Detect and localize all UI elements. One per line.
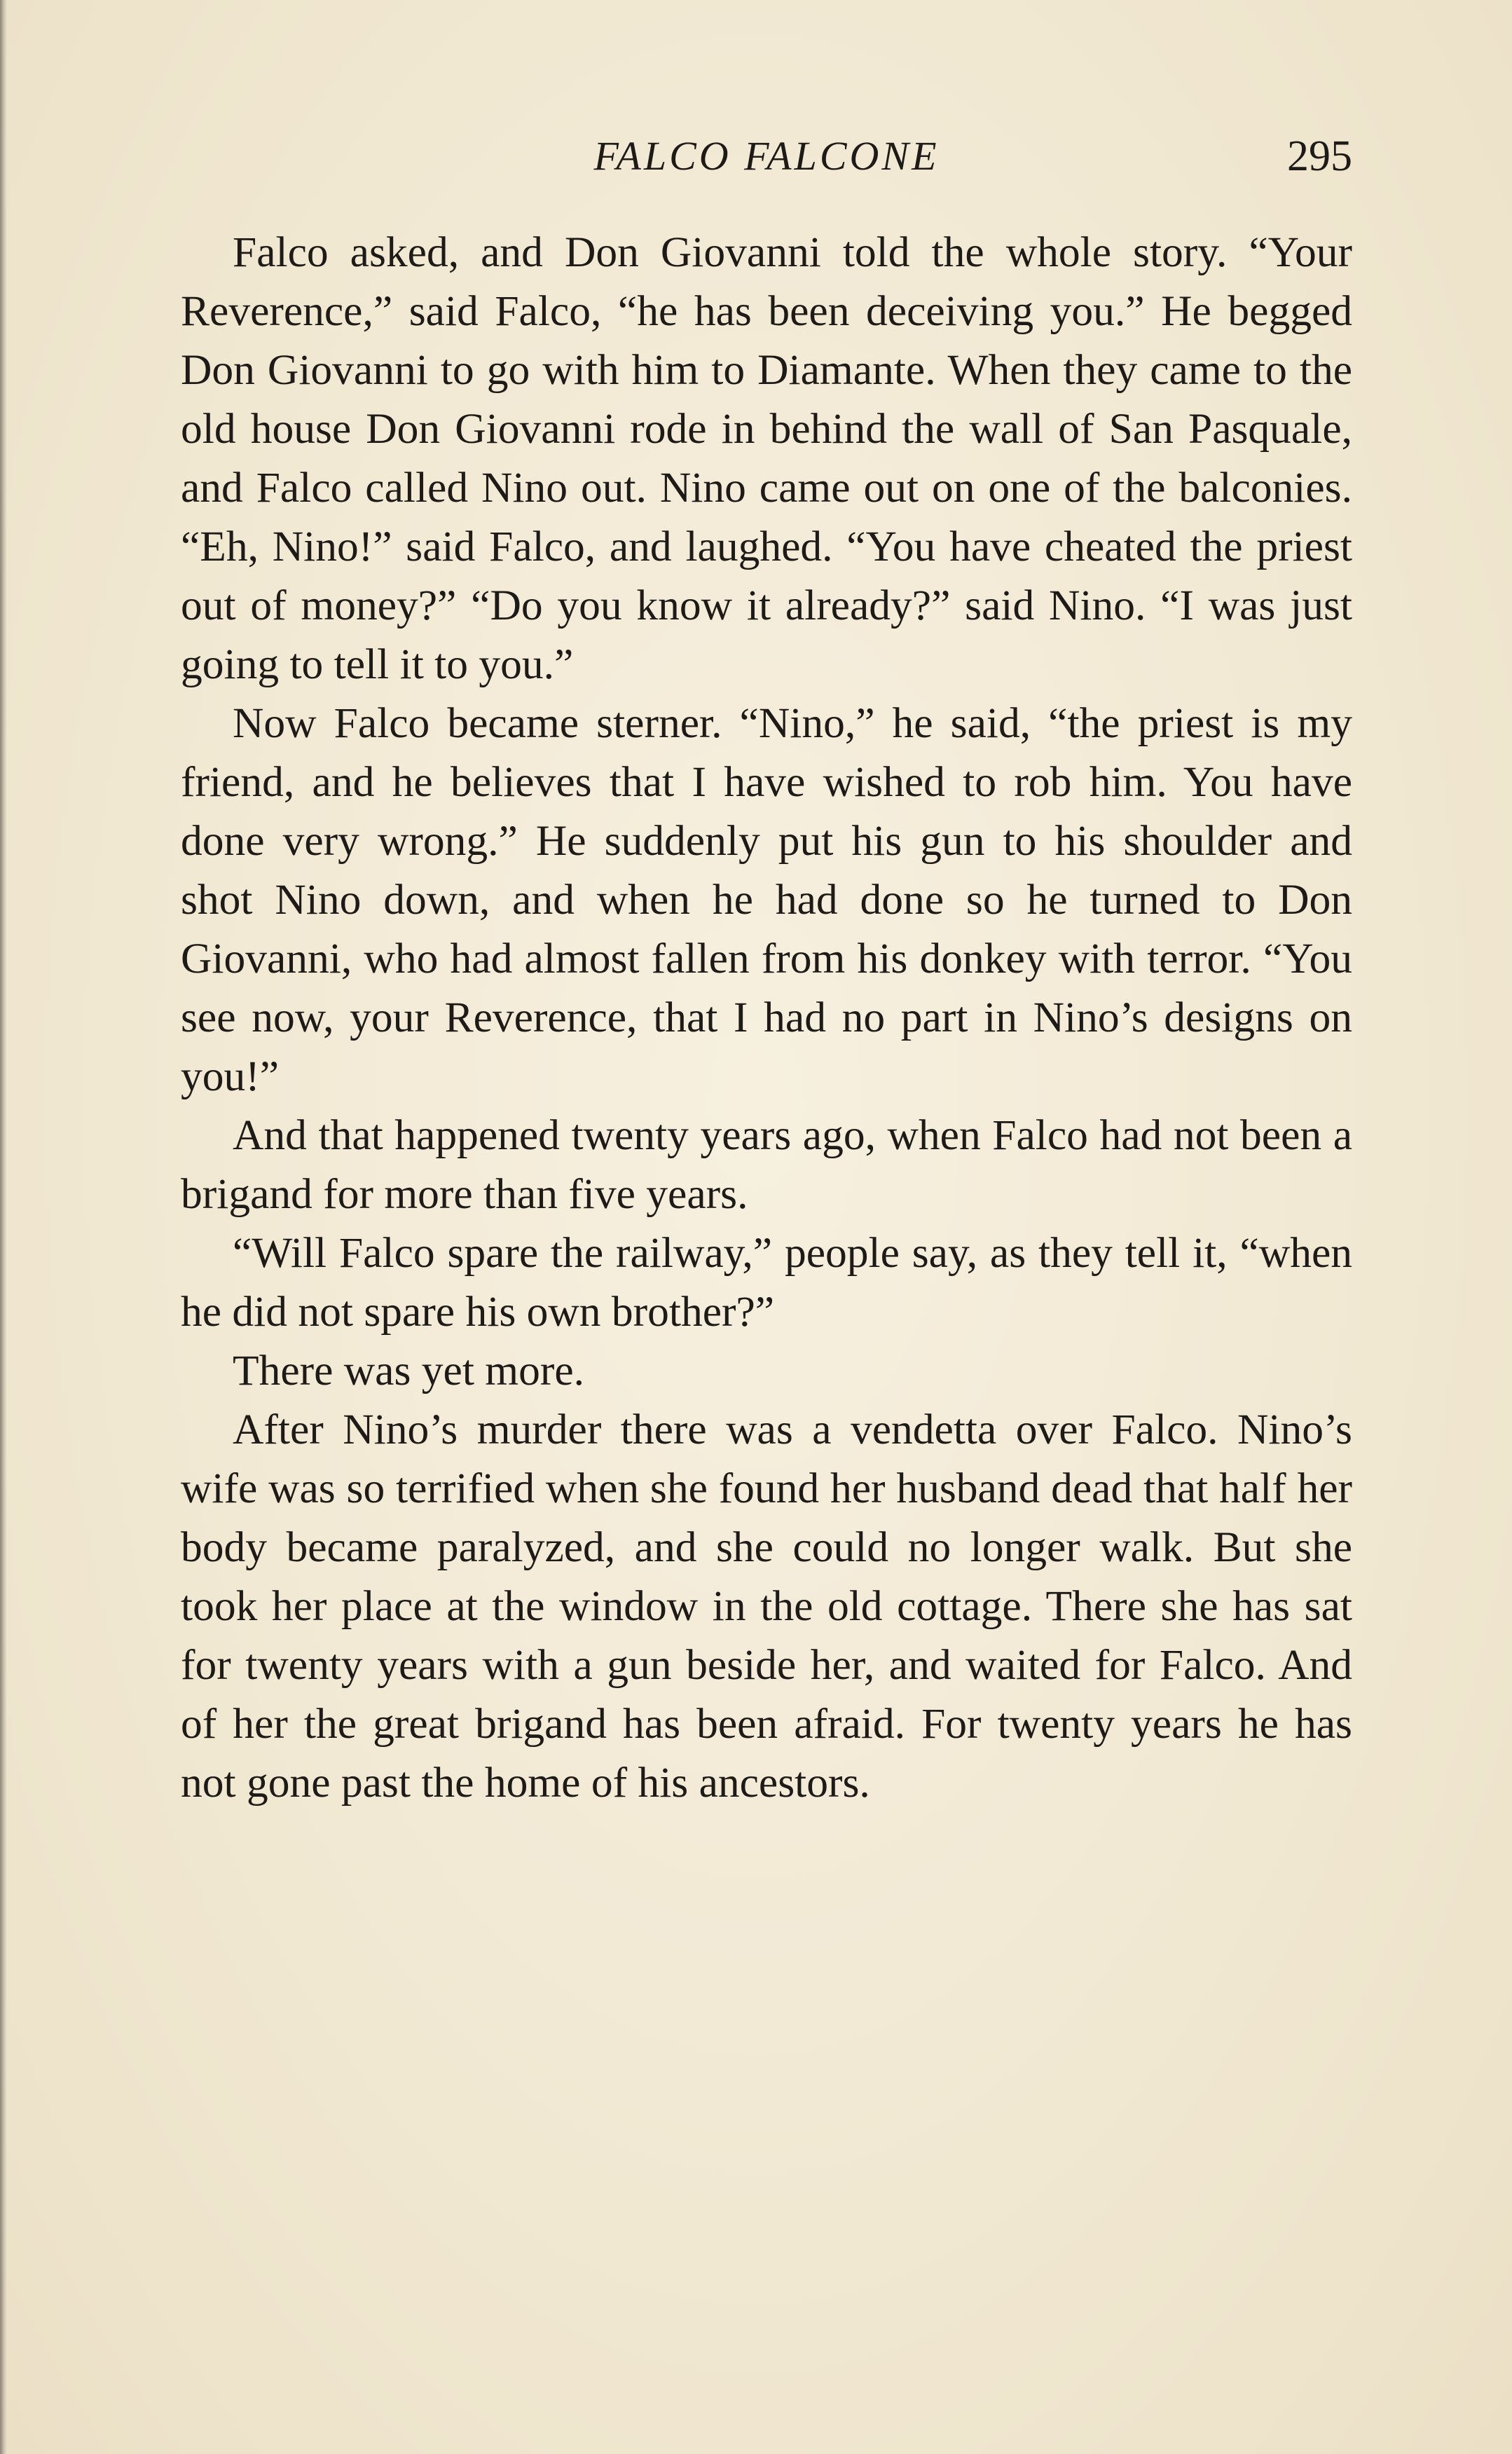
paragraph: “Will Falco spare the railway,” people say, as they tell it, “when he did not spare his own brother?”	[181, 1229, 1352, 1336]
paragraph: Falco asked, and Don Giovanni told the whole story. “Your Reverence,” said Falco, “he has been deceiving you.” He begged Don Giovanni to go with him to Diamante. When they came to the old house Don Giovanni rode in behind the wall of San Pasquale, and Falco called Nino out. Nino came out on one of the balconies. “Eh, Nino!” said Falco, and laughed. “You have cheated the priest out of money?” “Do you know it already?” said Nino. “I was just going to tell it to you.”	[181, 228, 1352, 688]
page-spine-edge	[0, 0, 7, 2454]
running-title: FALCO FALCONE	[593, 133, 940, 179]
paragraph: There was yet more.	[233, 1347, 585, 1394]
paragraph: And that happened twenty years ago, when Falco had not been a brigand for more than five years.	[181, 1111, 1352, 1218]
page-number: 295	[1287, 132, 1352, 180]
paragraph: Now Falco became sterner. “Nino,” he said, “the priest is my friend, and he believes that I have wished to rob him. You have done very wrong.” He suddenly put his gun to his shoulder and shot Nino down, and when he had done so he turned to Don Giovanni, who had almost fallen from his donkey with terror. “You see now, your Reverence, that I had no part in Nino’s designs on you!”	[181, 699, 1352, 1100]
paragraph: After Nino’s murder there was a vendetta over Falco. Nino’s wife was so terrified when she found her husband dead that half her body became paralyzed, and she could no longer walk. But she took her place at the window in the old cottage. There she has sat for twenty years with a gun beside her, and waited for Falco. And of her the great brigand has been afraid. For twenty years he has not gone past the home of his ancestors.	[181, 1406, 1352, 1807]
running-head	[181, 125, 1352, 188]
body-text	[181, 223, 1352, 1812]
